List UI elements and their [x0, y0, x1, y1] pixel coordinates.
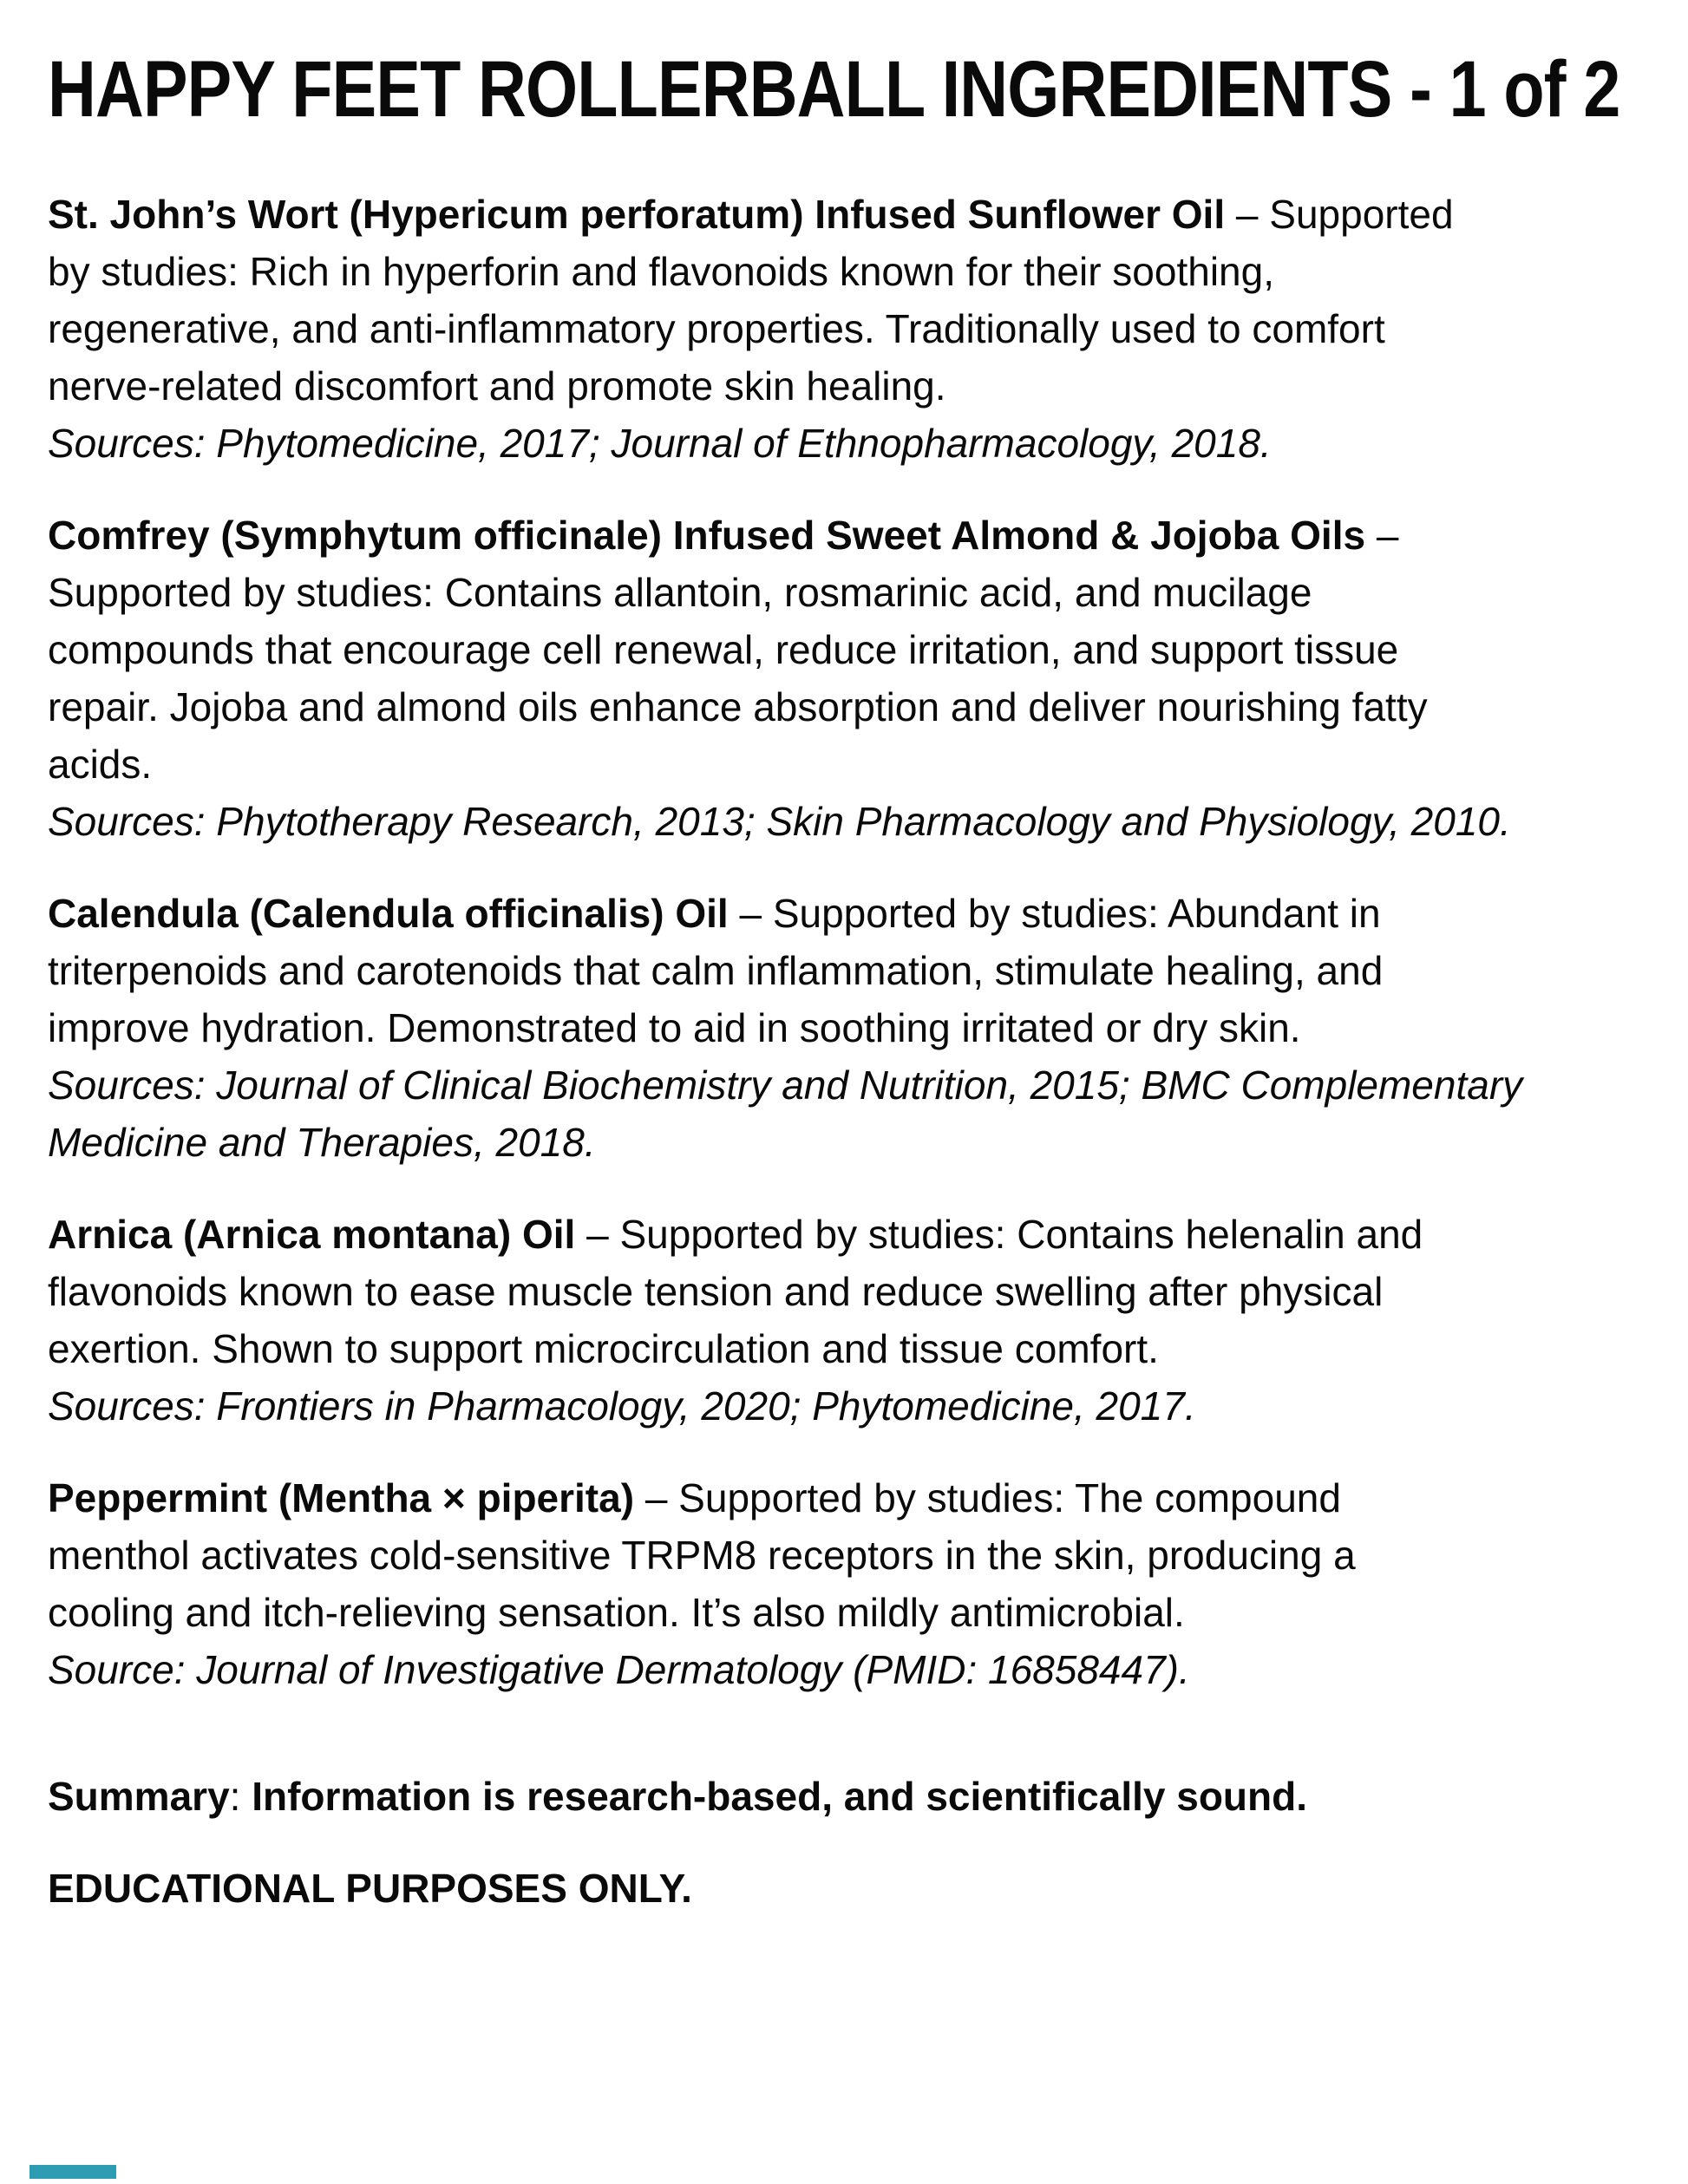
ingredient-paragraph — [48, 885, 1640, 1171]
ingredient-text-line: Supported by studies: Contains allantoin, rosmarinic acid, and mucilage — [48, 570, 1312, 615]
ingredient-source-line: Sources: Journal of Clinical Biochemistry and Nutrition, 2015; BMC Complementary — [48, 1063, 1523, 1108]
summary-colon: : — [229, 1774, 241, 1819]
ingredient-heading-tail: – Supported by studies: The compound — [644, 1475, 1341, 1520]
ingredient-text-line: acids. — [48, 742, 153, 787]
ingredient-text-line: repair. Jojoba and almond oils enhance absorption and deliver nourishing fatty — [48, 684, 1428, 729]
ingredient-name: Peppermint (Mentha × piperita) — [48, 1475, 635, 1520]
ingredient-heading-line — [48, 885, 1640, 942]
ingredient-text-line: regenerative, and anti-inflammatory properties. Traditionally used to comfort — [48, 306, 1385, 351]
ingredient-heading-line — [48, 186, 1640, 243]
ingredient-text-line: flavonoids known to ease muscle tension and reduce swelling after physical — [48, 1269, 1384, 1314]
ingredient-name: Arnica (Arnica montana) Oil — [48, 1212, 576, 1257]
ingredient-text-line: by studies: Rich in hyperforin and flavonoids known for their soothing, — [48, 249, 1275, 294]
ingredient-name: St. John’s Wort (Hypericum perforatum) Infused Sunflower Oil — [48, 192, 1226, 237]
ingredient-text-line: cooling and itch-relieving sensation. It’s also mildly antimicrobial. — [48, 1590, 1185, 1635]
ingredient-heading-tail: – Supported by studies: Abundant in — [739, 891, 1381, 936]
footer-accent-bar — [29, 2165, 116, 2179]
ingredient-paragraph — [48, 186, 1640, 472]
ingredient-source-line: Sources: Frontiers in Pharmacology, 2020; Phytomedicine, 2017. — [48, 1383, 1196, 1429]
ingredient-paragraph — [48, 1206, 1640, 1435]
ingredient-heading-line — [48, 1469, 1640, 1527]
ingredient-heading-line — [48, 1206, 1640, 1263]
summary-line — [48, 1768, 1640, 1825]
ingredient-heading-tail: – Supported by studies: Contains helenalin and — [586, 1212, 1423, 1257]
ingredient-heading-tail: – Supported — [1235, 192, 1454, 237]
ingredient-name: Comfrey (Symphytum officinale) Infused Sweet Almond & Jojoba Oils — [48, 513, 1366, 558]
ingredient-text-line: exertion. Shown to support microcirculation and tissue comfort. — [48, 1326, 1159, 1371]
summary-text: Information is research-based, and scientifically sound. — [252, 1774, 1307, 1819]
ingredient-heading-line — [48, 507, 1640, 564]
disclaimer: EDUCATIONAL PURPOSES ONLY. — [48, 1866, 692, 1911]
page-title: HAPPY FEET ROLLERBALL INGREDIENTS - 1 of 2 — [48, 45, 1620, 134]
ingredient-paragraph — [48, 1469, 1640, 1698]
ingredient-text-line: compounds that encourage cell renewal, reduce irritation, and support tissue — [48, 627, 1399, 672]
ingredient-source-line: Sources: Phytotherapy Research, 2013; Skin Pharmacology and Physiology, 2010. — [48, 799, 1511, 844]
ingredient-list — [48, 186, 1640, 1698]
summary-label: Summary — [48, 1774, 230, 1819]
ingredient-name: Calendula (Calendula officinalis) Oil — [48, 891, 729, 936]
ingredient-text-line: triterpenoids and carotenoids that calm inflammation, stimulate healing, and — [48, 948, 1384, 993]
ingredient-source-line: Sources: Phytomedicine, 2017; Journal of Ethnopharmacology, 2018. — [48, 421, 1272, 466]
ingredient-heading-tail: – — [1376, 513, 1399, 558]
ingredient-paragraph — [48, 507, 1640, 850]
ingredient-source-line: Medicine and Therapies, 2018. — [48, 1120, 596, 1165]
ingredient-text-line: nerve-related discomfort and promote skin healing. — [48, 363, 946, 409]
ingredient-source-line: Source: Journal of Investigative Dermatology (PMID: 16858447). — [48, 1647, 1190, 1692]
ingredient-text-line: menthol activates cold-sensitive TRPM8 receptors in the skin, producing a — [48, 1533, 1356, 1578]
ingredient-text-line: improve hydration. Demonstrated to aid in soothing irritated or dry skin. — [48, 1005, 1301, 1050]
